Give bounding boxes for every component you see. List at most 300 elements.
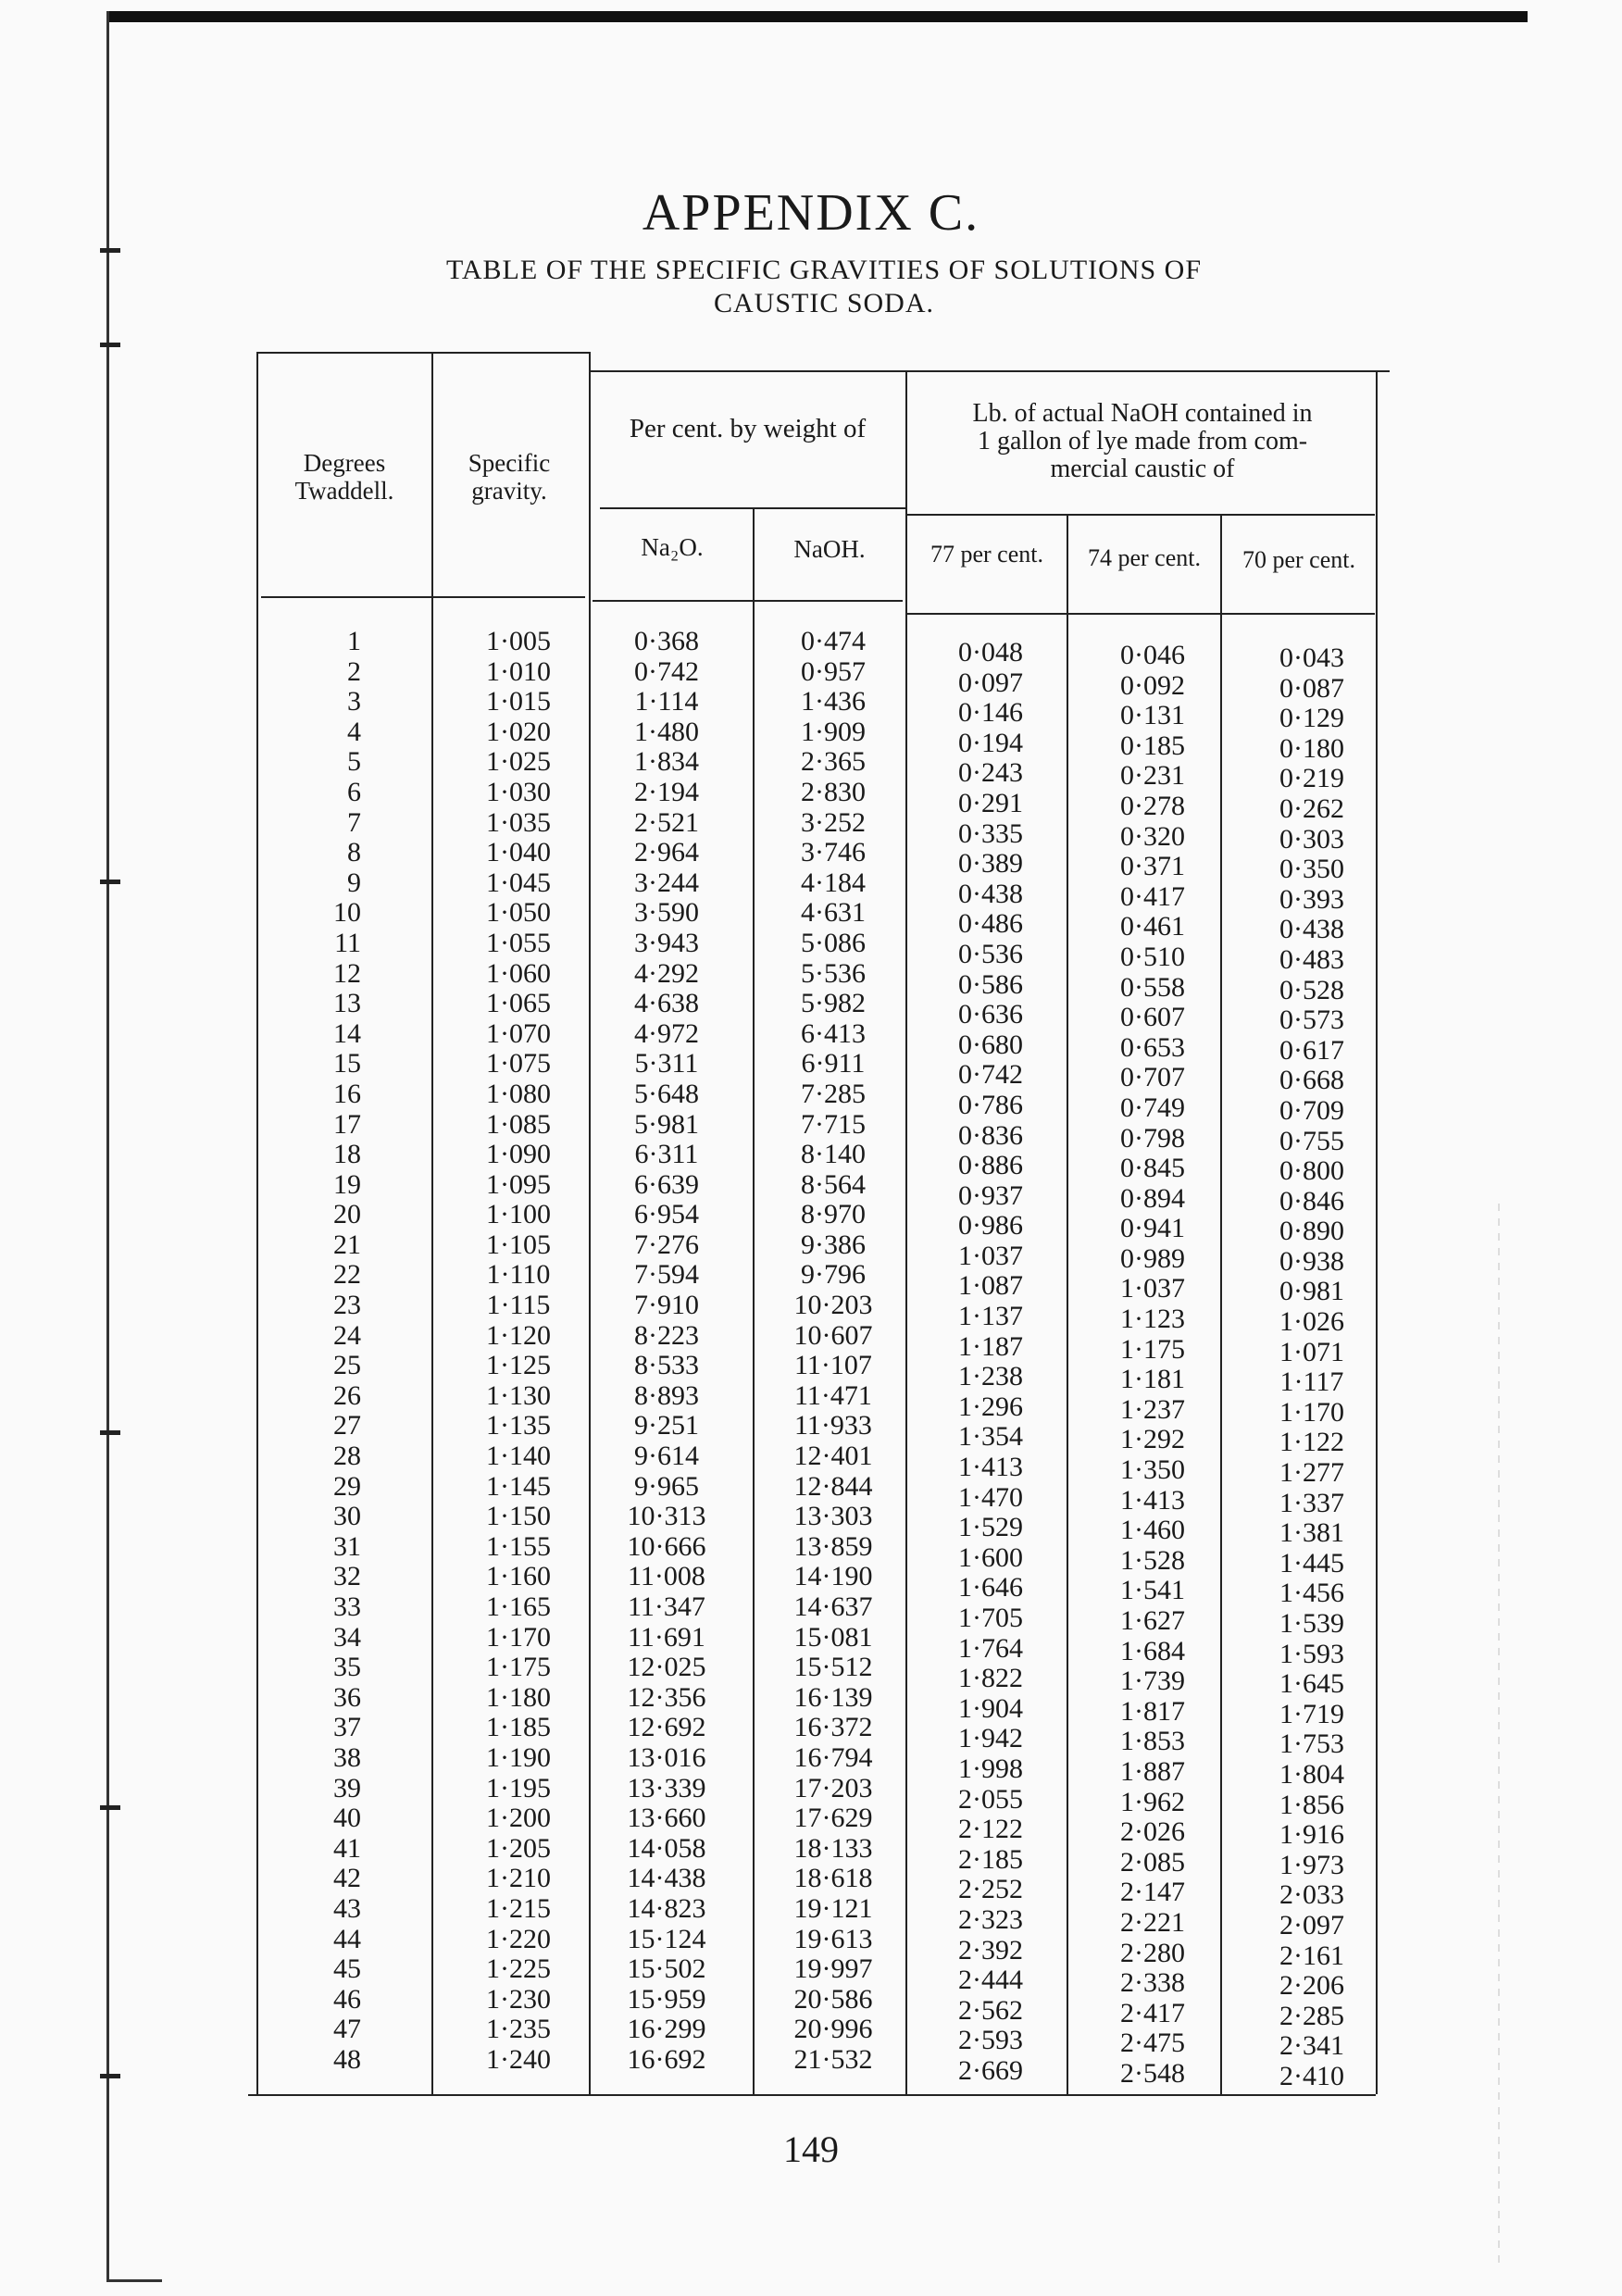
table-cell: 19: [333, 1168, 361, 1200]
table-cell: 0·146: [958, 697, 1023, 729]
table-cell: 6·911: [801, 1048, 866, 1079]
table-cell: 1·381: [1279, 1517, 1344, 1549]
table-cell: 34: [333, 1621, 361, 1653]
table-cell: 2·417: [1120, 1997, 1185, 2028]
table-cell: 15·959: [627, 1983, 706, 2015]
table-cell: 5·982: [801, 988, 866, 1019]
table-cell: 8·533: [634, 1350, 699, 1381]
table-cell: 11·347: [628, 1591, 705, 1622]
table-cell: 9·386: [801, 1229, 866, 1260]
table-cell: 2·285: [1279, 2000, 1344, 2031]
table-cell: 0·046: [1120, 640, 1185, 670]
table-cell: 1·962: [1120, 1786, 1185, 1817]
table-cell: 0·798: [1120, 1122, 1185, 1154]
table-cell: 0·087: [1279, 672, 1344, 704]
table-cell: 0·573: [1279, 1004, 1344, 1036]
table-cell: 2·122: [958, 1814, 1023, 1845]
table-cell: 1·026: [1279, 1306, 1344, 1338]
table-cell: 13·303: [793, 1501, 873, 1532]
table-cell: 31: [333, 1530, 361, 1562]
table-cell: 24: [333, 1319, 361, 1351]
table-cell: 0·586: [958, 968, 1023, 1000]
table-cell: 7·285: [801, 1078, 866, 1109]
table-cell: 12·692: [627, 1712, 706, 1743]
table-cell: 1·071: [1279, 1336, 1344, 1367]
table-cell: 9: [347, 867, 361, 898]
table-cell: 0·219: [1279, 763, 1344, 794]
table-cell: 0·894: [1120, 1182, 1185, 1214]
table-cell: 18·133: [793, 1832, 873, 1864]
table-cell: 45: [333, 1953, 361, 1985]
table-cell: 15·081: [793, 1621, 873, 1653]
table-cell: 2·410: [1279, 2060, 1344, 2091]
table-cell: 0·836: [958, 1119, 1023, 1151]
table-cell: 0·371: [1120, 851, 1185, 882]
table-cell: 2·475: [1120, 2028, 1185, 2059]
column-na2o: [611, 627, 722, 2076]
table-cell: 0·129: [1279, 703, 1344, 734]
scan-top-edge: [106, 11, 1528, 22]
table-cell: 0·461: [1120, 911, 1185, 942]
table-cell: 21·532: [793, 2043, 873, 2075]
table-cell: 38: [333, 1741, 361, 1773]
table-cell: 0·986: [958, 1210, 1023, 1242]
table-cell: 1·470: [958, 1481, 1023, 1513]
table-cell: 0·278: [1120, 790, 1185, 821]
table-cell: 3: [347, 686, 361, 718]
table-cell: 23: [333, 1290, 361, 1321]
table-cell: 8: [347, 837, 361, 868]
table-cell: 48: [333, 2043, 361, 2075]
table-cell: 2·521: [634, 806, 699, 838]
table-cell: 2·964: [634, 837, 699, 868]
table-cell: 1·240: [486, 2043, 551, 2075]
table-title-line: TABLE OF THE SPECIFIC GRAVITIES OF SOLUTIONS OF: [445, 255, 1203, 285]
table-cell: 1·413: [958, 1452, 1023, 1483]
table-cell: 1·117: [1279, 1366, 1344, 1398]
table-cell: 1·973: [1279, 1849, 1344, 1880]
table-cell: 2·252: [958, 1874, 1023, 1905]
page-number: 149: [783, 2128, 839, 2170]
table-title-line: CAUSTIC SODA.: [713, 288, 935, 318]
table-cell: 4·292: [634, 957, 699, 989]
table-cell: 1·010: [486, 655, 551, 687]
table-cell: 0·393: [1279, 883, 1344, 915]
table-cell: 13·339: [627, 1772, 706, 1803]
table-cell: 1·110: [486, 1259, 551, 1291]
table-cell: 0·536: [958, 938, 1023, 969]
table-cell: 6: [347, 776, 361, 807]
table-cell: 13·859: [793, 1530, 873, 1562]
table-cell: 1·090: [486, 1139, 551, 1170]
table-cell: 1·456: [1279, 1578, 1344, 1609]
table-cell: 0·742: [634, 655, 699, 687]
table-cell: 0·989: [1120, 1242, 1185, 1274]
table-cell: 1·181: [1120, 1364, 1185, 1395]
table-cell: 13·016: [627, 1741, 706, 1773]
table-cell: 1·804: [1279, 1758, 1344, 1790]
table-cell: 26: [333, 1379, 361, 1411]
table-cell: 1·887: [1120, 1755, 1185, 1787]
table-cell: 1·065: [486, 988, 551, 1019]
table-cell: 1·337: [1279, 1487, 1344, 1518]
header-74-per-cent: 74 per cent.: [1087, 544, 1201, 571]
table-cell: 6·413: [801, 1017, 866, 1049]
appendix-title: APPENDIX C.: [642, 184, 980, 242]
table-cell: 1·155: [486, 1530, 551, 1562]
table-cell: 1·087: [958, 1270, 1023, 1302]
table-cell: 14·058: [627, 1832, 706, 1864]
table-cell: 17: [333, 1108, 361, 1140]
table-cell: 1·160: [486, 1561, 551, 1592]
table-cell: 7·276: [634, 1229, 699, 1260]
table-cell: 2·392: [958, 1934, 1023, 1965]
table-cell: 1·015: [486, 686, 551, 718]
table-cell: 1·445: [1279, 1547, 1344, 1578]
table-cell: 1·190: [486, 1741, 551, 1773]
table-cell: 0·981: [1279, 1276, 1344, 1307]
table-cell: 1·600: [958, 1541, 1023, 1573]
table-cell: 8·223: [634, 1319, 699, 1351]
table-cell: 16·692: [627, 2043, 706, 2075]
table-cell: 2·562: [958, 1994, 1023, 2026]
table-cell: 1·125: [486, 1350, 551, 1381]
table-cell: 0·680: [958, 1029, 1023, 1060]
scan-left-edge: [106, 11, 109, 2279]
header-70-per-cent: 70 per cent.: [1241, 546, 1355, 573]
column-77-per-cent: [935, 638, 1046, 2087]
table-cell: 20·586: [793, 1983, 873, 2015]
table-cell: 2·365: [801, 746, 866, 778]
table-cell: 14·637: [793, 1591, 873, 1622]
table-cell: 0·320: [1120, 820, 1185, 852]
table-cell: 0·707: [1120, 1062, 1185, 1093]
table-cell: 1·834: [634, 746, 699, 778]
table-cell: 1·350: [1120, 1454, 1185, 1486]
table-cell: 0·303: [1279, 823, 1344, 855]
table-cell: 1·856: [1279, 1789, 1344, 1820]
table-cell: 1·120: [486, 1319, 551, 1351]
table-cell: 14·438: [627, 1863, 706, 1894]
table-cell: 1·105: [486, 1229, 551, 1260]
table-cell: 15·502: [627, 1953, 706, 1985]
table-cell: 0·486: [958, 908, 1023, 940]
table-cell: 0·846: [1279, 1185, 1344, 1217]
table-cell: 1·998: [958, 1753, 1023, 1784]
table-cell: 0·709: [1279, 1094, 1344, 1126]
table-cell: 2·338: [1120, 1967, 1185, 1999]
table-cell: 1·539: [1279, 1608, 1344, 1639]
table-cell: 2·085: [1120, 1846, 1185, 1878]
table-cell: 4: [347, 716, 361, 747]
table-cell: 25: [333, 1350, 361, 1381]
table-cell: 3·244: [634, 867, 699, 898]
table-cell: 1·020: [486, 716, 551, 747]
table-cell: 16·299: [627, 2014, 706, 2045]
table-cell: 1·230: [486, 1983, 551, 2015]
table-cell: 11·107: [794, 1350, 872, 1381]
table-cell: 1·150: [486, 1501, 551, 1532]
table-cell: 0·886: [958, 1150, 1023, 1181]
table-cell: 1·135: [486, 1410, 551, 1441]
table-cell: 1·904: [958, 1692, 1023, 1724]
table-cell: 22: [333, 1259, 361, 1291]
table-cell: 1·541: [1120, 1575, 1185, 1606]
table-cell: 1·480: [634, 716, 699, 747]
table-cell: 18: [333, 1139, 361, 1170]
table-cell: 2·830: [801, 776, 866, 807]
table-cell: 46: [333, 1983, 361, 2015]
table-cell: 2·280: [1120, 1937, 1185, 1968]
table-cell: 1·436: [801, 686, 866, 718]
table-cell: 11·008: [628, 1561, 705, 1592]
table-cell: 7·910: [634, 1290, 699, 1321]
table-cell: 3·943: [634, 927, 699, 958]
table-cell: 5·311: [634, 1048, 699, 1079]
table-cell: 1·080: [486, 1078, 551, 1109]
table-cell: 41: [333, 1832, 361, 1864]
table-cell: 0·335: [958, 817, 1023, 849]
table-cell: 1·684: [1120, 1635, 1185, 1666]
table-cell: 0·180: [1279, 732, 1344, 764]
table-cell: 2·161: [1279, 1940, 1344, 1971]
table-cell: 1·187: [958, 1330, 1023, 1362]
table-cell: 0·510: [1120, 941, 1185, 972]
table-cell: 1·853: [1120, 1726, 1185, 1757]
table-cell: 0·185: [1120, 730, 1185, 761]
table-cell: 1·646: [958, 1572, 1023, 1603]
table-cell: 0·528: [1279, 974, 1344, 1005]
table-cell: 1·296: [958, 1391, 1023, 1422]
table-cell: 5·086: [801, 927, 866, 958]
table-cell: 1·137: [958, 1301, 1023, 1332]
table-cell: 1·593: [1279, 1638, 1344, 1669]
table-cell: 11·933: [794, 1410, 872, 1441]
table-cell: 1·225: [486, 1953, 551, 1985]
table-cell: 0·607: [1120, 1002, 1185, 1033]
table-cell: 0·092: [1120, 669, 1185, 701]
table-cell: 16·139: [793, 1681, 873, 1713]
table-cell: 1·277: [1279, 1457, 1344, 1489]
table-cell: 0·786: [958, 1089, 1023, 1120]
table-cell: 2·206: [1279, 1970, 1344, 2002]
table-cell: 1·060: [486, 957, 551, 989]
table-cell: 30: [333, 1501, 361, 1532]
table-cell: 43: [333, 1892, 361, 1924]
table-cell: 2·194: [634, 776, 699, 807]
table-cell: 3·590: [634, 897, 699, 929]
table-cell: 0·097: [958, 667, 1023, 698]
table-cell: 17·203: [793, 1772, 873, 1803]
table-cell: 0·558: [1120, 971, 1185, 1003]
table-cell: 4·184: [801, 867, 866, 898]
table-cell: 2·026: [1120, 1816, 1185, 1848]
table-cell: 1·200: [486, 1803, 551, 1834]
table-cell: 1·123: [1120, 1304, 1185, 1335]
table-cell: 1·205: [486, 1832, 551, 1864]
table-cell: 0·636: [958, 999, 1023, 1030]
table-cell: 7: [347, 806, 361, 838]
table-cell: 1·180: [486, 1681, 551, 1713]
table-cell: 0·483: [1279, 943, 1344, 975]
table-cell: 13·660: [627, 1803, 706, 1834]
table-cell: 1·170: [1279, 1396, 1344, 1428]
table-cell: 1·050: [486, 897, 551, 929]
table-cell: 8·564: [801, 1168, 866, 1200]
column-degrees: [307, 627, 361, 2076]
table-cell: 0·617: [1279, 1034, 1344, 1066]
table-cell: 27: [333, 1410, 361, 1441]
table-cell: 0·438: [1279, 914, 1344, 945]
table-cell: 1·030: [486, 776, 551, 807]
table-cell: 4·972: [634, 1017, 699, 1049]
table-cell: 1·529: [958, 1512, 1023, 1543]
table-cell: 1·719: [1279, 1698, 1344, 1729]
table-cell: 1·237: [1120, 1393, 1185, 1425]
table-cell: 2·323: [958, 1903, 1023, 1935]
table-cell: 1·170: [486, 1621, 551, 1653]
table-cell: 1·942: [958, 1723, 1023, 1754]
table-cell: 42: [333, 1863, 361, 1894]
header-naoh: NaOH.: [793, 535, 866, 563]
table-cell: 12·025: [627, 1652, 706, 1683]
table-cell: 15·512: [793, 1652, 873, 1683]
table-title: [333, 254, 1315, 320]
table-cell: 1·627: [1120, 1605, 1185, 1636]
table-cell: 1·055: [486, 927, 551, 958]
table-cell: 10·313: [627, 1501, 706, 1532]
table-cell: 1·085: [486, 1108, 551, 1140]
table-cell: 6·639: [634, 1168, 699, 1200]
table-cell: 14·190: [793, 1561, 873, 1592]
table-cell: 2·548: [1120, 2057, 1185, 2089]
table-cell: 0·417: [1120, 880, 1185, 912]
table-cell: 1·528: [1120, 1544, 1185, 1576]
table-cell: 1·140: [486, 1441, 551, 1472]
table-cell: 29: [333, 1470, 361, 1502]
table-cell: 1·739: [1120, 1666, 1185, 1697]
table-cell: 14·823: [627, 1892, 706, 1924]
table-cell: 0·653: [1120, 1031, 1185, 1063]
table-cell: 1·070: [486, 1017, 551, 1049]
table-cell: 12·844: [793, 1470, 873, 1502]
table-cell: 5·536: [801, 957, 866, 989]
table-cell: 0·938: [1279, 1245, 1344, 1277]
column-naoh: [773, 627, 893, 2076]
table-cell: 1·822: [958, 1663, 1023, 1694]
table-cell: 2·341: [1279, 2030, 1344, 2062]
table-cell: 37: [333, 1712, 361, 1743]
header-77-per-cent: 77 per cent.: [930, 541, 1043, 568]
table-cell: 12: [333, 957, 361, 989]
table-cell: 0·368: [634, 626, 699, 656]
table-cell: 12·356: [627, 1681, 706, 1713]
table-cell: 0·937: [958, 1179, 1023, 1211]
table-cell: 39: [333, 1772, 361, 1803]
table-cell: 1·040: [486, 837, 551, 868]
table-cell: 14: [333, 1017, 361, 1049]
table-cell: 7·715: [801, 1108, 866, 1140]
table-cell: 4·638: [634, 988, 699, 1019]
header-lb-naoh-group: Lb. of actual NaOH contained in 1 gallon of lye made from com- mercial caustic of: [972, 399, 1313, 483]
table-cell: 10·203: [793, 1290, 873, 1321]
table-cell: 33: [333, 1591, 361, 1622]
column-70-per-cent: [1256, 643, 1367, 2092]
table-cell: 16: [333, 1078, 361, 1109]
table-cell: 1·175: [486, 1652, 551, 1683]
table-cell: 1·045: [486, 867, 551, 898]
table-cell: 20: [333, 1199, 361, 1230]
table-cell: 2·033: [1279, 1879, 1344, 1911]
table-cell: 1·705: [958, 1603, 1023, 1633]
table-cell: 36: [333, 1681, 361, 1713]
table-cell: 16·794: [793, 1741, 873, 1773]
table-cell: 0·350: [1279, 854, 1344, 885]
table-cell: 0·243: [958, 757, 1023, 789]
table-cell: 1·292: [1120, 1424, 1185, 1455]
table-cell: 15·124: [627, 1923, 706, 1954]
table-cell: 1·100: [486, 1199, 551, 1230]
table-cell: 1·645: [1279, 1668, 1344, 1700]
scan-bottom-edge: [106, 2279, 162, 2282]
table-cell: 0·194: [958, 727, 1023, 758]
table-cell: 0·474: [801, 626, 866, 656]
table-cell: 28: [333, 1441, 361, 1472]
table-cell: 1·095: [486, 1168, 551, 1200]
table-cell: 11·471: [794, 1379, 872, 1411]
table-cell: 1·413: [1120, 1484, 1185, 1516]
table-cell: 12·401: [793, 1441, 873, 1472]
header-per-cent-by-weight: Per cent. by weight of: [629, 414, 867, 443]
table-cell: 9·796: [801, 1259, 866, 1291]
table-cell: 1·753: [1279, 1728, 1344, 1760]
table-cell: 1·916: [1279, 1819, 1344, 1851]
table-cell: 1·115: [486, 1290, 551, 1321]
table-cell: 0·231: [1120, 760, 1185, 792]
table-cell: 1·220: [486, 1923, 551, 1954]
table-cell: 2·147: [1120, 1877, 1185, 1908]
table-cell: 1·764: [958, 1632, 1023, 1664]
table-cell: 0·742: [958, 1059, 1023, 1091]
table-cell: 0·890: [1279, 1216, 1344, 1247]
header-na2o: Na₂O.: [641, 533, 704, 561]
table-cell: 0·755: [1279, 1125, 1344, 1156]
table-cell: 2·669: [958, 2054, 1023, 2086]
table-cell: 32: [333, 1561, 361, 1592]
table-cell: 2: [347, 655, 361, 687]
table-cell: 1·909: [801, 716, 866, 747]
table-cell: 0·941: [1120, 1213, 1185, 1244]
table-cell: 1·005: [486, 626, 551, 656]
table-cell: 1·185: [486, 1712, 551, 1743]
table-cell: 1·037: [958, 1240, 1023, 1271]
table-cell: 9·965: [634, 1470, 699, 1502]
table-cell: 2·097: [1279, 1909, 1344, 1940]
table-cell: 3·746: [801, 837, 866, 868]
table-cell: 6·311: [634, 1139, 699, 1170]
table-cell: 1·235: [486, 2014, 551, 2045]
table-cell: 1·460: [1120, 1515, 1185, 1546]
table-cell: 35: [333, 1652, 361, 1683]
table-cell: 10·666: [627, 1530, 706, 1562]
table-cell: 8·970: [801, 1199, 866, 1230]
table-cell: 1·210: [486, 1863, 551, 1894]
table-cell: 44: [333, 1923, 361, 1954]
table-cell: 18·618: [793, 1863, 873, 1894]
table-cell: 47: [333, 2014, 361, 2045]
table-cell: 1·238: [958, 1361, 1023, 1392]
column-74-per-cent: [1097, 641, 1208, 2090]
